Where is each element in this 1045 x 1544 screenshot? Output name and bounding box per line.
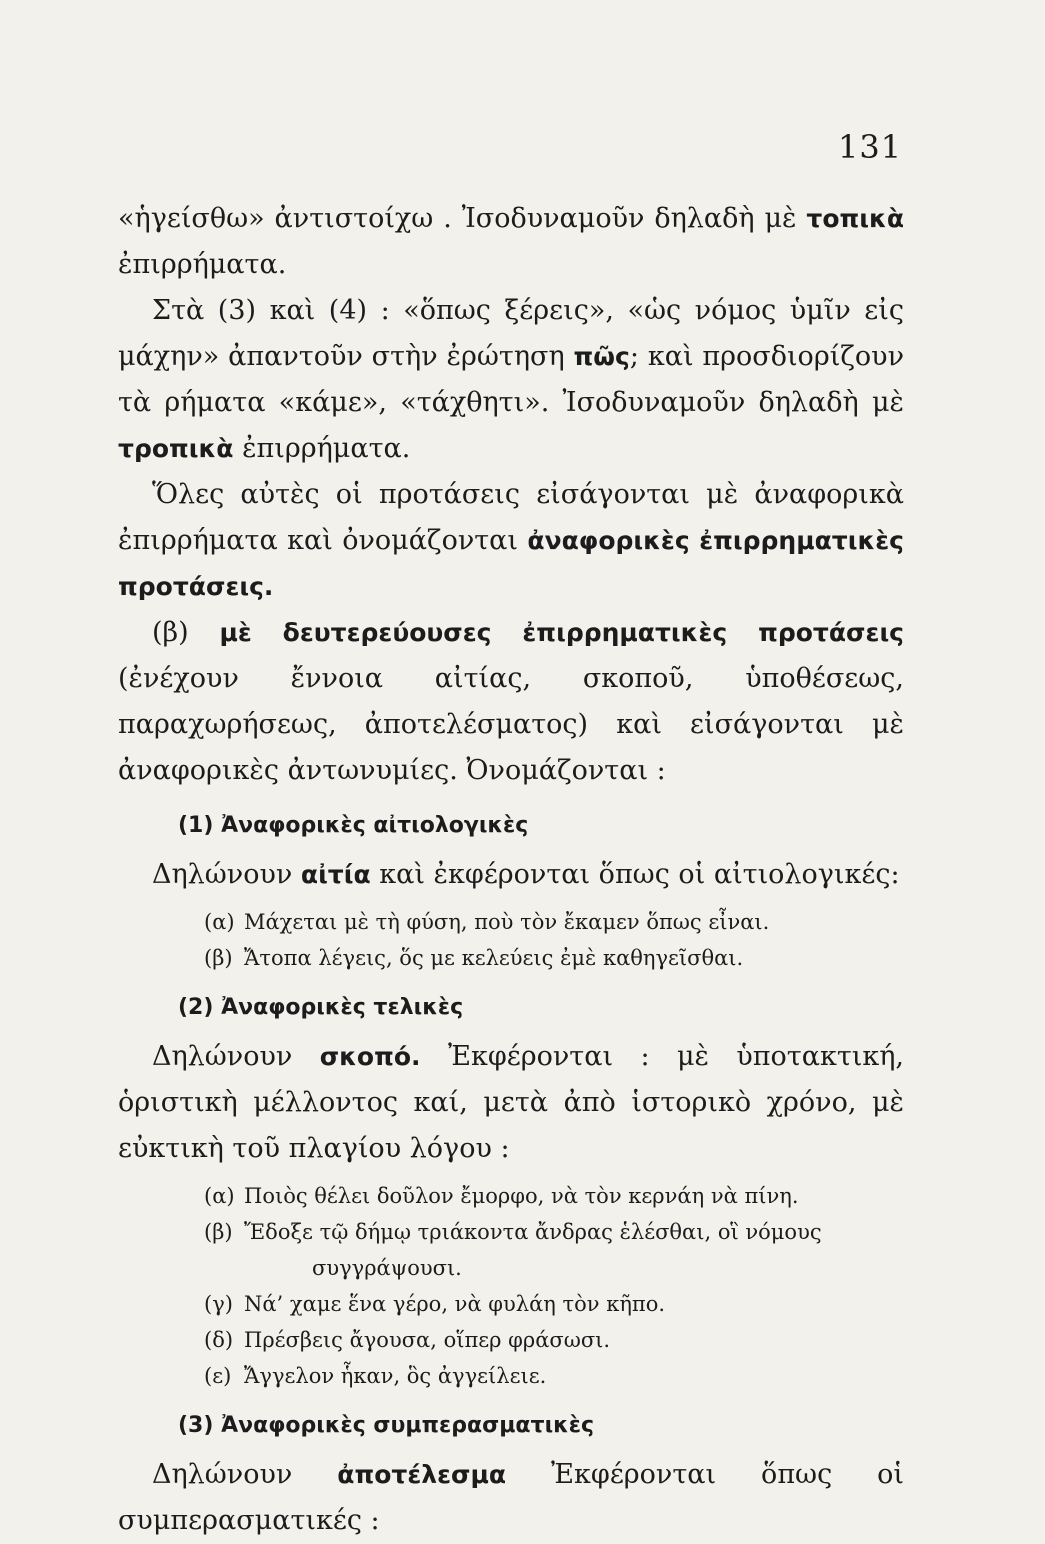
text-run: Ὅλες αὐτὲς οἱ προτάσεις εἰσάγονται μὲ ἀναφορικὰ ἐπιρρήματα καὶ ὀνομάζονται	[118, 479, 904, 556]
example-item	[204, 1214, 904, 1286]
text-run: Δηλώνουν	[152, 859, 301, 890]
example-item	[204, 1178, 904, 1214]
bold-term: τοπικὰ	[806, 204, 904, 233]
example-item	[204, 1322, 904, 1358]
example-marker: (α)	[204, 1184, 235, 1208]
section-1-paragraph	[118, 852, 904, 898]
example-text: Μάχεται μὲ τὴ φύση, ποὺ τὸν ἔκαμεν ὅπως εἶναι.	[244, 910, 770, 934]
text-run: Στὰ (3) καὶ (4) : «ὅπως ξέρεις», «ὡς νόμος ὑμῖν εἰς μάχην» ἀπαντοῦν στὴν ἐρώτηση	[118, 295, 904, 372]
example-text: Ποιὸς θέλει δοῦλον ἔμορφο, νὰ τὸν κερνάη νὰ πίνη.	[244, 1184, 799, 1208]
section-3-paragraph	[118, 1452, 904, 1544]
example-text	[244, 1214, 904, 1286]
paragraph-3	[118, 472, 904, 610]
example-item	[204, 1286, 904, 1322]
bold-term: ἀποτέλεσμα	[337, 1460, 507, 1489]
text-run: καὶ ἐκφέρονται ὅπως οἱ αἰτιολογικές:	[370, 859, 900, 890]
text-run: Δηλώνουν	[152, 1041, 320, 1072]
example-marker: (α)	[204, 910, 235, 934]
text-run: Ἐκφέρονται ὅπως οἱ συμπερασματικές :	[118, 1459, 904, 1536]
text-run: Ἐκφέρονται : μὲ ὑποτακτική, ὁριστικὴ μέλλοντος καί, μετὰ ἀπὸ ἱστορικὸ χρόνο, μὲ εὐκτικὴ τοῦ πλαγίου λόγου :	[118, 1041, 904, 1164]
bold-term: αἰτία	[300, 860, 371, 889]
paragraph-4	[118, 610, 904, 794]
examples-list-2	[204, 1178, 904, 1394]
example-item	[204, 1358, 904, 1394]
bold-term: μὲ δευτερεύουσες ἐπιρρηματικὲς προτάσεις	[219, 618, 904, 647]
example-text: Πρέσβεις ἄγουσα, οἵπερ φράσωσι.	[244, 1328, 611, 1352]
examples-list-1	[204, 904, 904, 976]
text-run: (ἐνέχουν ἔννοια αἰτίας, σκοποῦ, ὑποθέσεως, παραχωρήσεως, ἀποτελέσματος) καὶ εἰσάγονται μὲ ἀναφορικὲς ἀντωνυμίες. Ὀνομάζονται :	[118, 663, 904, 786]
example-marker: (ε)	[204, 1364, 232, 1388]
page-number: 131	[838, 128, 903, 166]
page-body	[118, 196, 904, 1544]
example-text-line: Ἔδοξε τῷ δήμῳ τριάκοντα ἄνδρας ἑλέσθαι, οἳ νόμους	[244, 1220, 822, 1244]
bold-term: πῶς	[573, 342, 630, 371]
text-run: (β)	[152, 617, 220, 648]
example-text: Νά’ χαμε ἕνα γέρο, νὰ φυλάη τὸν κῆπο.	[244, 1292, 666, 1316]
section-2-paragraph	[118, 1034, 904, 1172]
bold-term: σκοπό.	[319, 1042, 421, 1071]
text-run: Δηλώνουν	[152, 1459, 338, 1490]
example-marker: (β)	[204, 946, 233, 970]
example-text: Ἄγγελον ἧκαν, ὃς ἀγγείλειε.	[244, 1364, 547, 1388]
text-run: ἐπιρρήματα.	[233, 433, 411, 464]
text-run: «ἡγείσθω» ἀντιστοίχω . Ἰσοδυναμοῦν δηλαδὴ μὲ	[118, 203, 807, 234]
section-heading-consecutive: (3) Ἀναφορικὲς συμπερασματικὲς	[178, 1413, 595, 1438]
text-run: ἐπιρρήματα.	[118, 249, 287, 280]
section-heading-causal: (1) Ἀναφορικὲς αἰτιολογικὲς	[178, 813, 529, 838]
section-heading-final: (2) Ἀναφορικὲς τελικὲς	[178, 995, 464, 1020]
text-run: ; καὶ προσδιορίζουν τὰ ρήματα «κάμε», «τάχθητι». Ἰσοδυναμοῦν δηλαδὴ μὲ	[118, 341, 904, 418]
example-item	[204, 904, 904, 940]
paragraph-2	[118, 288, 904, 472]
example-text: Ἄτοπα λέγεις, ὅς με κελεύεις ἐμὲ καθηγεῖσθαι.	[244, 946, 744, 970]
paragraph-1	[118, 196, 904, 288]
bold-term: ἀναφορικὲς ἐπιρρηματικὲς προτάσεις.	[118, 526, 904, 601]
example-marker: (δ)	[204, 1328, 234, 1352]
example-item	[204, 940, 904, 976]
example-marker: (β)	[204, 1220, 233, 1244]
example-marker: (γ)	[204, 1292, 233, 1316]
bold-term: τροπικὰ	[118, 434, 234, 463]
example-text-continuation: συγγράψουσι.	[312, 1256, 462, 1280]
